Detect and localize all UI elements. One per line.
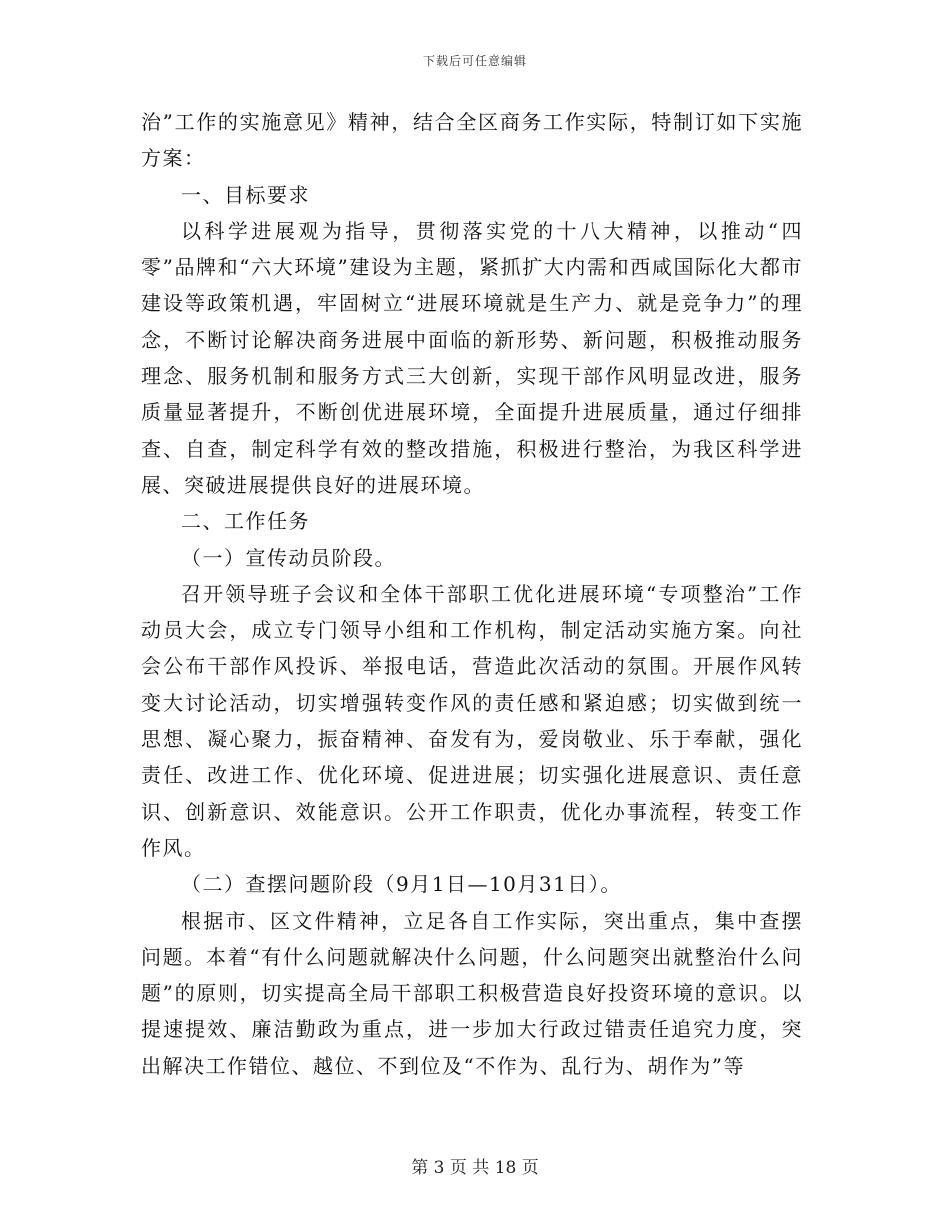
subheading-mobilization: （一）宣传动员阶段。 (181, 545, 396, 570)
section-heading-goals: 一、目标要求 (181, 182, 310, 207)
paragraph-goals: 以科学进展观为指导，贯彻落实党的十八大精神，以推动“四零”品牌和“六大环境”建设为主题，紧抓扩大内需和西咸国际化大都市建设等政策机遇，牢固树立“进展环境就是生产力、就是竞争力”的理念，不断讨论解决商务进展中面临的新形势、新问题，积极推动服务理念、服务机制和服务方式三大创新，实现干部作风明显改进，服务质量显著提升，不断创优进展环境，全面提升进展质量，通过仔细排查、自查，制定科学有效的整改措施，积极进行整治，为我区科学进展、突破进展提供良好的进展环境。 (141, 218, 803, 497)
subheading-problem-finding: （二）查摆问题阶段（9月1日—10月31日）。 (181, 872, 622, 897)
page-number-footer: 第 3 页 共 18 页 (411, 1158, 539, 1178)
paragraph-mobilization: 召开领导班子会议和全体干部职工优化进展环境“专项整治”工作动员大会，成立专门领导小组和工作机构，制定活动实施方案。向社会公布干部作风投诉、举报电话，营造此次活动的氛围。开展作风转变大讨论活动，切实增强转变作风的责任感和紧迫感；切实做到统一思想、凝心聚力，振奋精神、奋发有为，爱岗敬业、乐于奉献，强化责任、改进工作、优化环境、促进进展；切实强化进展意识、责任意识、创新意识、效能意识。公开工作职责，优化办事流程，转变工作作风。 (141, 581, 803, 860)
document-body (141, 104, 803, 1084)
paragraph-problem-finding: 根据市、区文件精神，立足各自工作实际，突出重点，集中查摆问题。本着“有什么问题就解决什么问题，什么问题突出就整治什么问题”的原则，切实提高全局干部职工积极营造良好投资环境的意识。以提速提效、廉洁勤政为重点，进一步加大行政过错责任追究力度，突出解决工作错位、越位、不到位及“不作为、乱行为、胡作为”等 (141, 908, 803, 1078)
paragraph-intro-continuation: 治”工作的实施意见》精神，结合全区商务工作实际，特制订如下实施方案： (141, 110, 803, 171)
section-heading-tasks: 二、工作任务 (181, 509, 310, 534)
page-header: 下载后可任意编辑 (422, 54, 527, 68)
